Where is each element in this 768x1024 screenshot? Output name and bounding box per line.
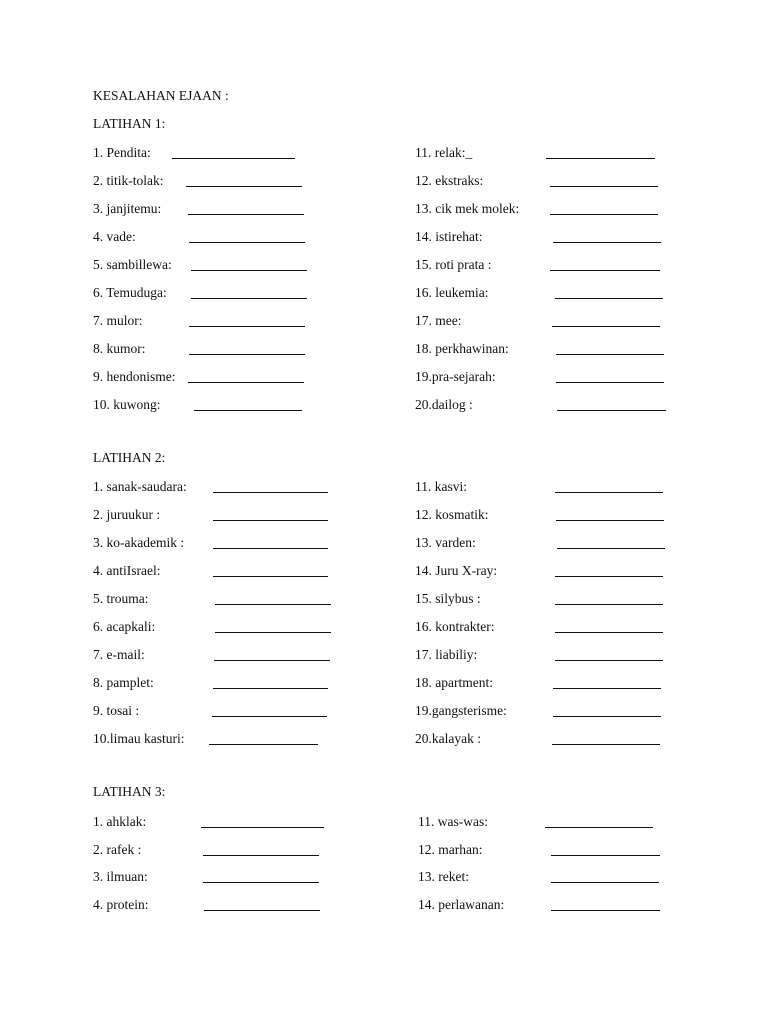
answer-blank-line[interactable] [550, 214, 658, 215]
item-label: 7. mulor: [93, 313, 143, 328]
answer-blank-line[interactable] [556, 354, 664, 355]
answer-blank-line[interactable] [551, 882, 659, 883]
item-label: 17. mee: [415, 313, 462, 328]
item-label: 5. trouma: [93, 591, 149, 606]
item-label: 16. kontrakter: [415, 619, 495, 634]
answer-blank-line[interactable] [555, 298, 663, 299]
answer-blank-line[interactable] [212, 716, 327, 717]
item-label: 20.dailog : [415, 397, 473, 412]
item-label: 6. Temuduga: [93, 285, 167, 300]
item-label: 1. Pendita: [93, 145, 151, 160]
exercise-item [93, 813, 324, 831]
answer-blank-line[interactable] [213, 576, 328, 577]
answer-blank-line[interactable] [188, 214, 304, 215]
item-label: 12. ekstraks: [415, 173, 484, 188]
item-label: 13. varden: [415, 535, 476, 550]
exercise-item [93, 702, 327, 720]
item-label: 19.gangsterisme: [415, 703, 507, 718]
exercise-item [415, 256, 660, 274]
answer-blank-line[interactable] [553, 242, 661, 243]
answer-blank-line[interactable] [191, 270, 307, 271]
item-label: 8. kumor: [93, 341, 146, 356]
exercise-item [93, 646, 330, 664]
answer-blank-line[interactable] [556, 520, 664, 521]
item-label: 20.kalayak : [415, 731, 481, 746]
exercise-item [93, 730, 318, 748]
exercise-item [415, 284, 663, 302]
item-label: 11. was-was: [418, 814, 488, 829]
item-label: 3. ilmuan: [93, 869, 148, 884]
answer-blank-line[interactable] [203, 882, 319, 883]
exercise-item [93, 200, 304, 218]
exercise-item [93, 172, 302, 190]
answer-blank-line[interactable] [545, 827, 653, 828]
item-label: 2. titik-tolak: [93, 173, 164, 188]
item-label: 7. e-mail: [93, 647, 145, 662]
exercise-item [415, 590, 663, 608]
item-label: 17. liabiliy: [415, 647, 478, 662]
section-heading-latihan-3: LATIHAN 3: [93, 784, 166, 799]
item-label: 4. antiIsrael: [93, 563, 161, 578]
answer-blank-line[interactable] [186, 186, 302, 187]
item-label: 6. acapkali: [93, 619, 156, 634]
exercise-item [418, 896, 660, 914]
exercise-item [415, 368, 664, 386]
answer-blank-line[interactable] [194, 410, 302, 411]
item-label: 18. apartment: [415, 675, 493, 690]
exercise-item [415, 396, 666, 414]
item-label: 3. ko-akademik : [93, 535, 185, 550]
exercise-item [93, 896, 320, 914]
item-label: 2. rafek : [93, 841, 142, 857]
answer-blank-line[interactable] [172, 158, 295, 159]
answer-blank-line[interactable] [189, 242, 305, 243]
answer-blank-line[interactable] [213, 688, 328, 689]
exercise-item [93, 144, 295, 162]
item-label: 16. leukemia: [415, 285, 489, 300]
item-label: 12. marhan: [418, 841, 483, 857]
exercise-item [93, 256, 307, 274]
answer-blank-line[interactable] [553, 688, 661, 689]
item-label: 2. juruukur : [93, 507, 161, 522]
item-label: 4. protein: [93, 896, 149, 912]
exercise-item [93, 368, 304, 386]
answer-blank-line[interactable] [550, 186, 658, 187]
exercise-item [93, 674, 328, 692]
exercise-item [415, 478, 663, 496]
exercise-item [93, 340, 305, 358]
exercise-item [418, 868, 659, 886]
exercise-item [415, 702, 661, 720]
answer-blank-line[interactable] [189, 326, 305, 327]
exercise-item [415, 506, 664, 524]
exercise-item [93, 534, 328, 552]
exercise-item [418, 813, 653, 831]
exercise-item [93, 478, 328, 496]
exercise-item [93, 841, 319, 859]
exercise-item [93, 562, 328, 580]
exercise-item [93, 590, 331, 608]
exercise-item [415, 730, 660, 748]
answer-blank-line[interactable] [551, 910, 660, 911]
item-label: 11. relak:_ [415, 145, 473, 160]
answer-blank-line[interactable] [189, 354, 305, 355]
exercise-item [415, 312, 660, 330]
answer-blank-line[interactable] [557, 548, 665, 549]
answer-blank-line[interactable] [555, 632, 663, 633]
exercise-item [415, 618, 663, 636]
item-label: 14. istirehat: [415, 229, 483, 244]
item-label: 1. sanak-saudara: [93, 479, 187, 494]
answer-blank-line[interactable] [215, 632, 331, 633]
item-label: 4. vade: [93, 229, 136, 244]
answer-blank-line[interactable] [552, 326, 660, 327]
item-label: 11. kasvi: [415, 479, 467, 494]
exercise-item [415, 562, 663, 580]
item-label: 15. silybus : [415, 591, 481, 606]
item-label: 5. sambillewa: [93, 257, 172, 272]
item-label: 19.pra-sejarah: [415, 369, 496, 384]
exercise-item [415, 172, 658, 190]
item-label: 3. janjitemu: [93, 201, 162, 216]
exercise-item [93, 284, 307, 302]
answer-blank-line[interactable] [555, 660, 663, 661]
section-heading-latihan-1: LATIHAN 1: [93, 116, 166, 131]
answer-blank-line[interactable] [555, 492, 663, 493]
answer-blank-line[interactable] [191, 298, 307, 299]
answer-blank-line[interactable] [552, 744, 660, 745]
exercise-item [415, 340, 664, 358]
answer-blank-line[interactable] [546, 158, 655, 159]
answer-blank-line[interactable] [553, 716, 661, 717]
exercise-item [93, 868, 319, 886]
exercise-item [415, 534, 665, 552]
item-label: 10.limau kasturi: [93, 731, 185, 746]
exercise-item [415, 646, 663, 664]
answer-blank-line[interactable] [213, 548, 328, 549]
answer-blank-line[interactable] [213, 520, 328, 521]
answer-blank-line[interactable] [188, 382, 304, 383]
item-label: 15. roti prata : [415, 257, 492, 272]
answer-blank-line[interactable] [209, 744, 318, 745]
answer-blank-line[interactable] [556, 382, 664, 383]
exercise-item [93, 618, 331, 636]
item-label: 9. tosai : [93, 703, 140, 718]
exercise-item [93, 396, 302, 414]
answer-blank-line[interactable] [214, 660, 330, 661]
item-label: 10. kuwong: [93, 397, 161, 412]
exercise-item [93, 312, 305, 330]
item-label: 8. pamplet: [93, 675, 154, 690]
answer-blank-line[interactable] [204, 910, 320, 911]
answer-blank-line[interactable] [215, 604, 331, 605]
exercise-item [415, 674, 661, 692]
item-label: 12. kosmatik: [415, 507, 489, 522]
section-heading-latihan-2: LATIHAN 2: [93, 450, 166, 465]
answer-blank-line[interactable] [557, 410, 666, 411]
answer-blank-line[interactable] [555, 604, 663, 605]
item-label: 1. ahklak: [93, 814, 147, 829]
answer-blank-line[interactable] [551, 855, 660, 856]
answer-blank-line[interactable] [201, 827, 324, 828]
answer-blank-line[interactable] [550, 270, 660, 271]
exercise-item [418, 841, 660, 859]
document-title: KESALAHAN EJAAN : [93, 88, 229, 103]
exercise-item [415, 228, 661, 246]
exercise-item [415, 200, 658, 218]
item-label: 18. perkhawinan: [415, 341, 509, 356]
exercise-item [93, 228, 305, 246]
answer-blank-line[interactable] [213, 492, 328, 493]
item-label: 13. reket: [418, 869, 469, 884]
item-label: 14. Juru X-ray: [415, 563, 498, 578]
exercise-item [415, 144, 655, 162]
item-label: 13. cik mek molek: [415, 201, 520, 216]
answer-blank-line[interactable] [555, 576, 663, 577]
answer-blank-line[interactable] [203, 855, 319, 856]
item-label: 9. hendonisme: [93, 369, 176, 384]
exercise-item [93, 506, 328, 524]
item-label: 14. perlawanan: [418, 896, 505, 912]
